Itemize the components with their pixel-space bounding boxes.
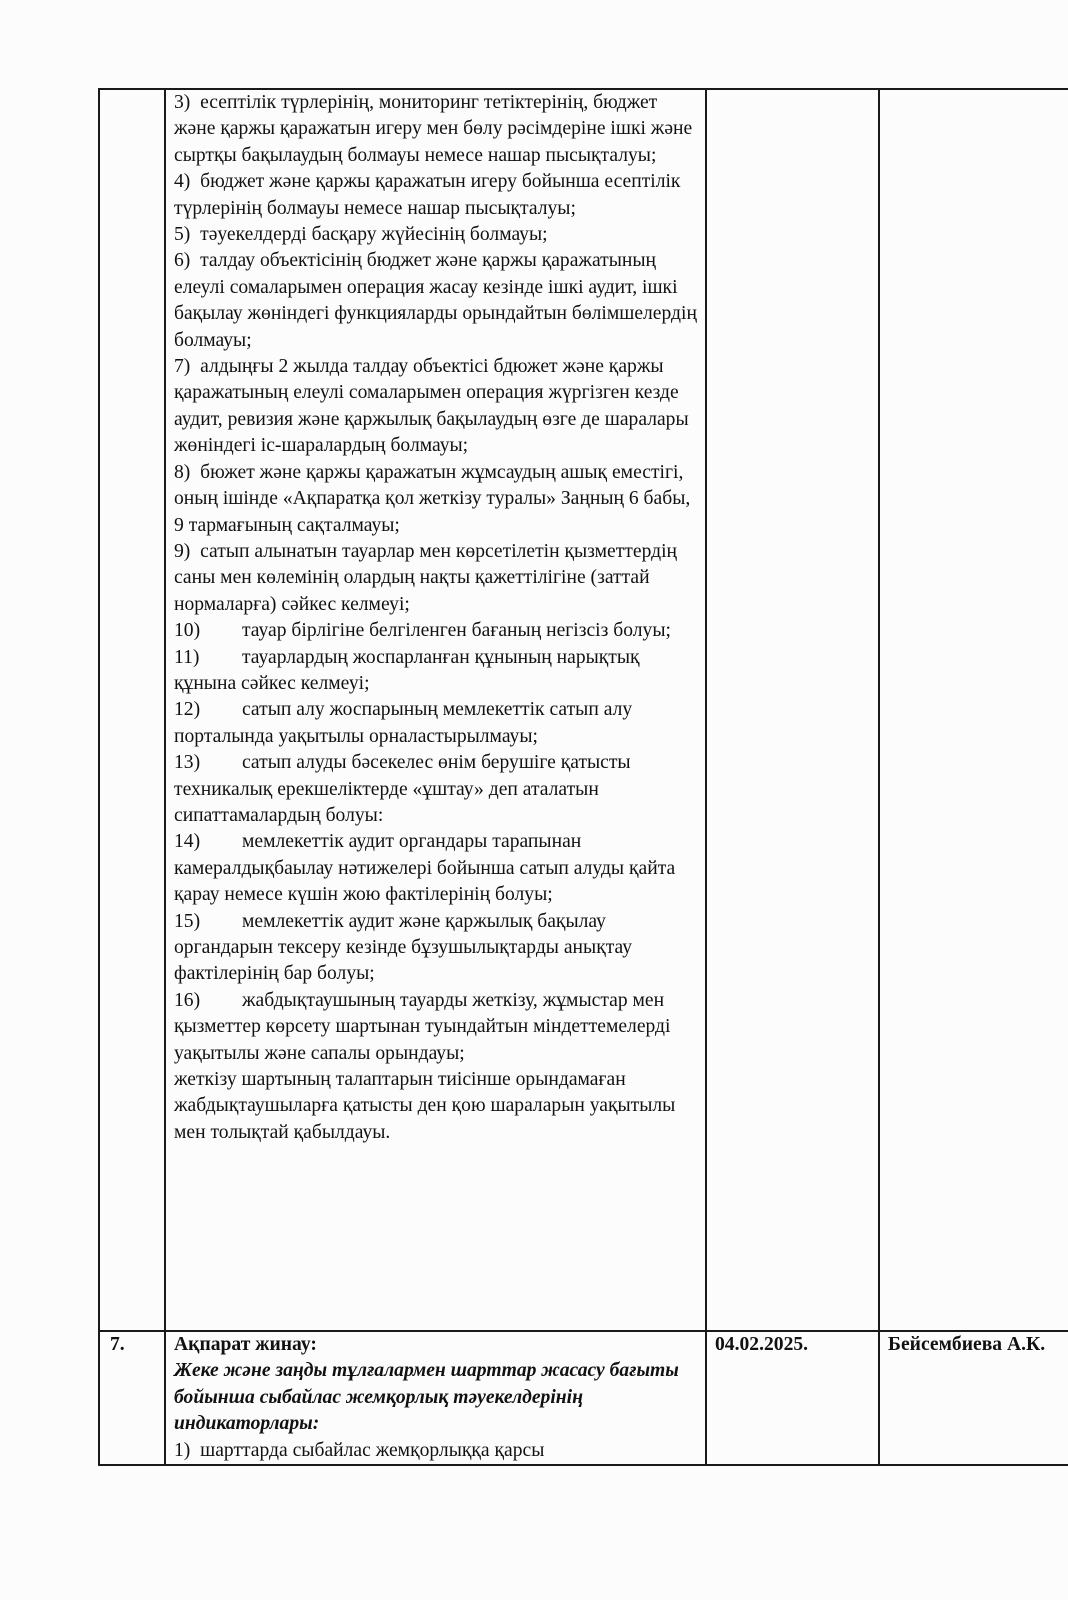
list-item: 16) жабдықтаушының тауарды жеткізу, жұмыстар мен қызметтер көрсету шартынан туындайтын міндеттемелерді уақытылы және сапалы орындауы;	[174, 989, 671, 1064]
plan-table	[98, 88, 1068, 1466]
row-number	[99, 89, 165, 1331]
list-item: 12) сатып алу жоспарының мемлекеттік сатып алу порталында уақытылы орналастырылмауы;	[174, 699, 633, 747]
row-number: 7.	[99, 1331, 165, 1465]
row-responsible	[879, 89, 1068, 1331]
row-responsible	[879, 1331, 1068, 1465]
list-item: 1) шарттарда сыбайлас жемқорлыққа қарсы	[174, 1439, 545, 1461]
list-item: 11) тауарлардың жоспарланған құнының нарықтық құнына сәйкес келмеуі;	[174, 646, 640, 694]
list-item: 6) талдау объектісінің бюджет және қаржы қаражатының елеулі сомаларымен операция жасау кезінде ішкі аудит, ішкі бақылау жөніндегі функцияларды орындайтын бөлімшелердің болмауы;	[174, 250, 697, 351]
list-item: 4) бюджет және қаржы қаражатын игеру бойынша есептілік түрлерінің болмауы немесе нашар пысықталуы;	[174, 171, 681, 219]
list-item: 7) алдыңғы 2 жылда талдау объектісі бдюжет және қаржы қаражатының елеулі сомаларымен операция жүргізген кезде аудит, ревизия және қаржылық бақылаудың өзге де шаралары жөніндегі іс-шаралардың болмауы;	[174, 356, 689, 457]
list-item: 8) бюжет және қаржы қаражатын жұмсаудың ашық еместігі, оның ішінде «Ақпаратқа қол жеткізу туралы» Заңның 6 бабы, 9 тармағының сақталмауы;	[174, 461, 691, 536]
list-item: жеткізу шартының талаптарын тиісінше орындамаған жабдықтаушыларға қатысты ден қою шараларын уақытылы мен толықтай қабылдауы.	[174, 1069, 676, 1143]
list-item: 10) тауар бірлігіне белгіленген бағаның негізсіз болуы;	[174, 620, 671, 642]
list-item: 3) есептілік түрлерінің, мониторинг тетіктерінің, бюджет және қаржы қаражатын игеру мен бөлу рәсімдеріне ішкі және сыртқы бақылаудың болмауы немесе нашар пысықталуы;	[174, 92, 693, 166]
list-item: 9) сатып алынатын тауарлар мен көрсетілетін қызметтердің саны мен көлемінің олардың нақты қажеттілігіне (заттай нормаларға) сәйкес келмеуі;	[174, 540, 678, 615]
table-row	[99, 89, 1068, 1331]
section-heading: Ақпарат жинау:	[174, 1334, 317, 1355]
list-item: 14) мемлекеттік аудит органдары тарапынан камералдықбаылау нәтижелері бойынша сатып алуды қайта қарау немесе күшін жою фактілерінің болуы;	[174, 831, 676, 906]
list-item: 15) мемлекеттік аудит және қаржылық бақылау органдарын тексеру кезінде бұзушылықтарды анықтау фактілерінің бар болуы;	[174, 910, 633, 985]
section-subheading: Жеке және заңды тұлғалармен шарттар жасасу бағыты бойынша сыбайлас жемқорлық тәуекелдерінің индикаторлары:	[174, 1360, 679, 1435]
row-content	[165, 1331, 706, 1465]
date-value: 04.02.2025.	[715, 1334, 809, 1355]
row-date	[706, 1331, 879, 1465]
list-item: 13) сатып алуды бәсекелес өнім берушіге қатысты техникалық ерекшеліктерде «ұштау» деп аталатын сипаттамалардың болуы:	[174, 752, 631, 826]
table-row	[99, 1331, 1068, 1465]
list-item: 5) тәуекелдерді басқару жүйесінің болмауы;	[174, 224, 548, 246]
row-content	[165, 89, 706, 1331]
responsible-person: Бейсембиева А.К.	[888, 1334, 1046, 1355]
row-date	[706, 89, 879, 1331]
